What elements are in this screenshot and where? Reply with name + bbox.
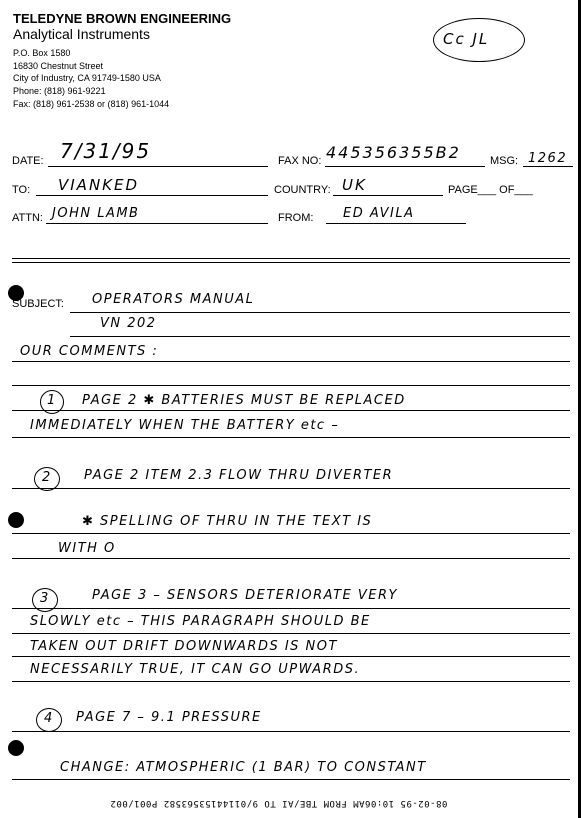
item-1-number: 1 (47, 393, 57, 408)
attn-label: ATTN: (12, 212, 43, 224)
msg-label: MSG: (490, 155, 519, 167)
item-2-line-3: WITH O (58, 541, 116, 556)
item-1-line-2: IMMEDIATELY WHEN THE BATTERY etc – (30, 418, 340, 433)
item-2-line-2: ✱ SPELLING OF THRU IN THE TEXT IS (82, 514, 373, 529)
company-name: TELEDYNE BROWN ENGINEERING (13, 11, 232, 26)
item-3-number: 3 (40, 591, 50, 606)
subject-line-2: VN 202 (100, 316, 157, 331)
comments-intro: OUR COMMENTS : (20, 344, 159, 359)
subject-line-1: OPERATORS MANUAL (92, 292, 255, 307)
item-2-number: 2 (42, 470, 52, 485)
to-value: VIANKED (58, 176, 140, 194)
msg-value: 1262 (528, 151, 568, 166)
item-4-line-1: PAGE 7 – 9.1 PRESSURE (76, 710, 262, 725)
page-of-label: PAGE___ OF___ (448, 184, 533, 196)
item-2-line-1: PAGE 2 ITEM 2.3 FLOW THRU DIVERTER (84, 468, 394, 483)
item-4-number: 4 (44, 711, 54, 726)
punch-hole-3 (8, 740, 24, 756)
country-label: COUNTRY: (274, 184, 331, 196)
fax-transmission-footer: 08-02-95 10:06AM FROM TBE/AI TO 9/01144153563582 P001/002 (110, 798, 448, 808)
item-3-line-2: SLOWLY etc – THIS PARAGRAPH SHOULD BE (30, 614, 371, 629)
item-4-line-2: CHANGE: ATMOSPHERIC (1 BAR) TO CONSTANT (60, 760, 427, 775)
item-1-line-1: PAGE 2 ✱ BATTERIES MUST BE REPLACED (82, 393, 406, 408)
fax-no-value: 445356355B2 (326, 143, 461, 162)
fax-no-label: FAX NO: (278, 155, 322, 167)
fax-numbers: Fax: (818) 961-2538 or (818) 961-1044 (13, 99, 170, 109)
date-value: 7/31/95 (60, 139, 152, 163)
to-label: TO: (12, 184, 31, 196)
from-value: ED AVILA (343, 206, 415, 221)
item-3-line-1: PAGE 3 – SENSORS DETERIORATE VERY (92, 588, 398, 603)
phone-number: Phone: (818) 961-9221 (13, 86, 106, 96)
po-box: P.O. Box 1580 (13, 48, 71, 58)
attn-value: JOHN LAMB (52, 206, 140, 221)
punch-hole-2 (8, 512, 24, 528)
date-label: DATE: (12, 155, 44, 167)
item-3-line-3: TAKEN OUT DRIFT DOWNWARDS IS NOT (30, 639, 338, 654)
item-3-line-4: NECESSARILY TRUE, IT CAN GO UPWARDS. (30, 662, 361, 677)
street-address: 16830 Chestnut Street (13, 61, 104, 71)
cc-stamp: Cc JL (443, 30, 490, 48)
city-address: City of Industry, CA 91749-1580 USA (13, 73, 161, 83)
country-value: UK (342, 176, 367, 194)
from-label: FROM: (278, 212, 314, 224)
company-division: Analytical Instruments (13, 26, 150, 42)
subject-label: SUBJECT: (12, 298, 64, 310)
